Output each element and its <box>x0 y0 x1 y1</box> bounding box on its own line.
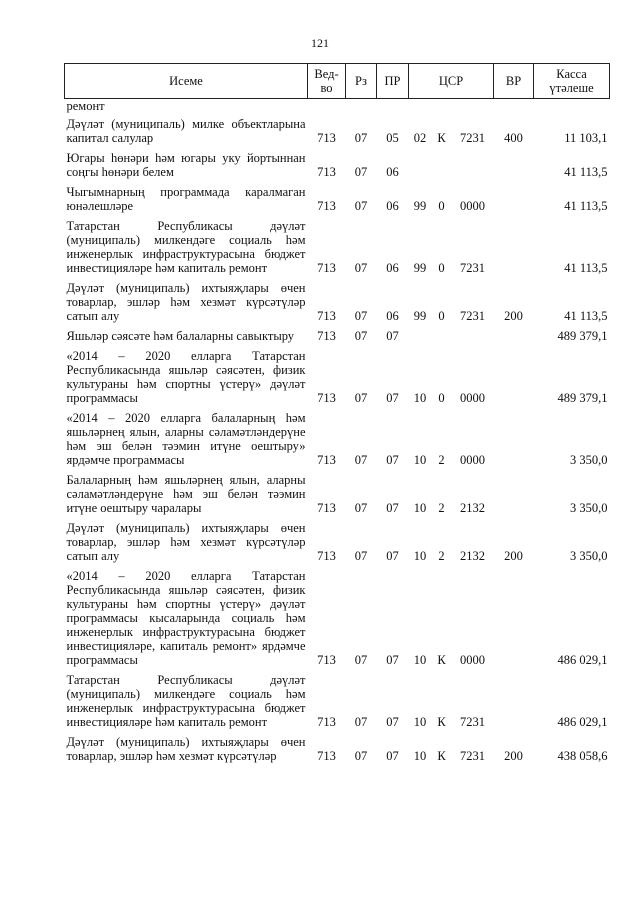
cell-csr3: 7231 <box>460 715 486 729</box>
cell-rz: 07 <box>354 165 368 179</box>
table-row <box>65 181 610 215</box>
cell-csr3: 2132 <box>460 501 486 515</box>
cell-csr2: 0 <box>438 391 445 405</box>
cell-vr <box>494 99 534 114</box>
cell-vr <box>494 181 534 215</box>
cell-csr2: К <box>437 715 446 729</box>
cell-ved: 713 <box>317 715 336 729</box>
cell-ved: 713 <box>317 131 336 145</box>
cell-kassa: 489 379,1 <box>557 329 608 343</box>
cell-kassa: 489 379,1 <box>557 391 608 405</box>
cell-name: Балаларның һәм яшьләрнең ялын, аларны сәламәтләндерүне һәм эш белән тәэмин итүне оештыру чаралары <box>66 473 306 515</box>
cell-csr2: 0 <box>438 199 445 213</box>
cell-ved: 713 <box>317 329 336 343</box>
cell-name: Татарстан Республикасы дәүләт (муниципаль) милкендәге социаль һәм инженерлык инфраструктурасына бюджет инвестицияләре һәм капиталь ремонт <box>66 219 306 275</box>
cell-rz: 07 <box>354 131 368 145</box>
cell-ved: 713 <box>317 165 336 179</box>
cell-name: Дәүләт (муниципаль) милке объектларына капитал салулар <box>66 117 306 145</box>
table-header <box>65 64 610 99</box>
cell-rz: 07 <box>354 549 368 563</box>
cell-rz: 07 <box>354 501 368 515</box>
cell-vr: 400 <box>504 131 523 145</box>
cell-csr2 <box>432 99 452 114</box>
table-row <box>65 215 610 277</box>
cell-name: Дәүләт (муниципаль) ихтыяҗлары өчен товарлар, эшләр һәм хезмәт күрсәтүләр сатып алу <box>66 281 306 323</box>
table-body <box>65 99 610 766</box>
header-rz: Рз <box>346 64 377 99</box>
cell-kassa: 438 058,6 <box>557 749 608 763</box>
cell-csr1: 02 <box>413 131 427 145</box>
cell-vr <box>494 215 534 277</box>
cell-csr3: 7231 <box>460 749 486 763</box>
cell-pr: 06 <box>386 309 399 323</box>
cell-csr1: 99 <box>413 199 427 213</box>
table-row <box>65 469 610 517</box>
table-row <box>65 113 610 147</box>
cell-kassa: 41 113,5 <box>564 199 608 213</box>
table-row <box>65 277 610 325</box>
cell-csr2 <box>432 147 452 181</box>
header-name: Исеме <box>65 64 308 99</box>
cell-pr: 07 <box>386 715 399 729</box>
cell-pr: 07 <box>386 653 399 667</box>
cell-csr3: 0000 <box>460 453 486 467</box>
cell-vr <box>494 565 534 669</box>
cell-ved: 713 <box>317 453 336 467</box>
budget-table <box>64 63 610 765</box>
table-row <box>65 99 610 114</box>
header-pr: ПР <box>377 64 409 99</box>
cell-kassa: 486 029,1 <box>557 653 608 667</box>
cell-rz: 07 <box>354 261 368 275</box>
cell-ved <box>308 99 346 114</box>
cell-csr1: 10 <box>413 715 427 729</box>
cell-csr1: 99 <box>413 309 427 323</box>
cell-csr1: 10 <box>413 391 427 405</box>
cell-name: Дәүләт (муниципаль) ихтыяҗлары өчен товарлар, эшләр һәм хезмәт күрсәтүләр <box>66 735 306 763</box>
cell-csr3 <box>452 325 494 345</box>
cell-csr2: 2 <box>438 453 445 467</box>
cell-vr: 200 <box>504 309 523 323</box>
cell-csr2: К <box>437 749 446 763</box>
cell-ved: 713 <box>317 653 336 667</box>
cell-csr2 <box>432 325 452 345</box>
cell-csr3: 7231 <box>460 131 486 145</box>
cell-csr1: 10 <box>413 453 427 467</box>
cell-kassa: 11 103,1 <box>564 131 608 145</box>
cell-kassa: 41 113,5 <box>564 261 608 275</box>
cell-kassa: 41 113,5 <box>564 309 608 323</box>
table-row <box>65 669 610 731</box>
cell-name: Чыгымнарның программада каралмаган юнәлешләре <box>66 185 306 213</box>
table-row <box>65 731 610 765</box>
table-row <box>65 565 610 669</box>
cell-vr <box>494 147 534 181</box>
header-csr: ЦСР <box>409 64 494 99</box>
cell-pr: 07 <box>386 391 399 405</box>
cell-csr2: 2 <box>438 501 445 515</box>
header-vr: ВР <box>494 64 534 99</box>
cell-kassa <box>534 99 610 114</box>
cell-name: Югары һөнәри һәм югары уку йортыннан соңгы һөнәри белем <box>66 151 306 179</box>
cell-csr3: 0000 <box>460 653 486 667</box>
cell-name: Дәүләт (муниципаль) ихтыяҗлары өчен товарлар, эшләр һәм хезмәт күрсәтүләр сатып алу <box>66 521 306 563</box>
table-row <box>65 407 610 469</box>
cell-vr <box>494 325 534 345</box>
table-row <box>65 325 610 345</box>
table-row <box>65 517 610 565</box>
cell-name: ремонт <box>66 99 105 113</box>
cell-csr3: 2132 <box>460 549 486 563</box>
cell-pr: 07 <box>386 501 399 515</box>
cell-rz: 07 <box>354 199 368 213</box>
cell-rz: 07 <box>354 309 368 323</box>
cell-csr1 <box>409 325 432 345</box>
cell-csr2: 0 <box>438 309 445 323</box>
cell-name: Яшьләр сәясәте һәм балаларны савыктыру <box>66 329 295 343</box>
cell-ved: 713 <box>317 309 336 323</box>
cell-pr: 05 <box>386 131 399 145</box>
cell-csr3: 7231 <box>460 261 486 275</box>
cell-pr: 07 <box>386 329 399 343</box>
cell-vr <box>494 407 534 469</box>
cell-ved: 713 <box>317 261 336 275</box>
cell-csr1: 10 <box>413 653 427 667</box>
cell-pr: 06 <box>386 165 399 179</box>
cell-kassa: 41 113,5 <box>564 165 608 179</box>
cell-csr3: 7231 <box>460 309 486 323</box>
cell-pr: 06 <box>386 199 399 213</box>
cell-rz: 07 <box>354 329 368 343</box>
cell-name: Татарстан Республикасы дәүләт (муниципаль) милкендәге социаль һәм инженерлык инфраструктурасына бюджет инвестицияләре һәм капиталь ремонт <box>66 673 306 729</box>
cell-pr: 07 <box>386 549 399 563</box>
cell-csr1 <box>409 147 432 181</box>
cell-name: «2014 – 2020 елларга балаларның һәм яшьләрнең ялын, аларны сәламәтләндерүне һәм эш белән тәэмин итүне оештыру» ярдәмче программасы <box>66 411 306 467</box>
cell-name: «2014 – 2020 елларга Татарстан Республикасында яшьләр сәясәтен, физик культураны һәм спортны үстерү» дәүләт программасы <box>66 349 306 405</box>
cell-csr1: 99 <box>413 261 427 275</box>
cell-vr: 200 <box>504 549 523 563</box>
table-row <box>65 345 610 407</box>
cell-rz: 07 <box>354 453 368 467</box>
cell-rz: 07 <box>354 653 368 667</box>
cell-csr3 <box>452 147 494 181</box>
cell-pr <box>377 99 409 114</box>
cell-kassa: 3 350,0 <box>570 501 608 515</box>
cell-csr2: К <box>437 131 446 145</box>
cell-csr1: 10 <box>413 549 427 563</box>
cell-csr3: 0000 <box>460 391 486 405</box>
cell-csr3 <box>452 99 494 114</box>
cell-ved: 713 <box>317 549 336 563</box>
cell-kassa: 3 350,0 <box>570 453 608 467</box>
cell-csr1: 10 <box>413 749 427 763</box>
cell-ved: 713 <box>317 501 336 515</box>
cell-vr: 200 <box>504 749 523 763</box>
cell-pr: 07 <box>386 453 399 467</box>
cell-ved: 713 <box>317 749 336 763</box>
cell-csr1 <box>409 99 432 114</box>
cell-csr1: 10 <box>413 501 427 515</box>
cell-rz: 07 <box>354 391 368 405</box>
cell-vr <box>494 669 534 731</box>
cell-rz: 07 <box>354 749 368 763</box>
cell-name: «2014 – 2020 елларга Татарстан Республикасында яшьләр сәясәтен, физик культураны һәм спортны үстерү» дәүләт программасы кысаларында социаль һәм инженерлык инфраструктурасына бюджет инвестицияләре, капиталь ремонт» ярдәмче программасы <box>66 569 306 667</box>
cell-ved: 713 <box>317 391 336 405</box>
cell-pr: 06 <box>386 261 399 275</box>
header-kassa: Касса үтәлеше <box>534 64 610 99</box>
cell-rz: 07 <box>354 715 368 729</box>
cell-ved: 713 <box>317 199 336 213</box>
page-number: 121 <box>311 36 329 50</box>
cell-csr2: 0 <box>438 261 445 275</box>
cell-csr3: 0000 <box>460 199 486 213</box>
cell-vr <box>494 469 534 517</box>
cell-rz <box>346 99 377 114</box>
cell-kassa: 486 029,1 <box>557 715 608 729</box>
cell-pr: 07 <box>386 749 399 763</box>
cell-kassa: 3 350,0 <box>570 549 608 563</box>
header-ved: Вед-во <box>308 64 346 99</box>
cell-vr <box>494 345 534 407</box>
cell-csr2: К <box>437 653 446 667</box>
cell-csr2: 2 <box>438 549 445 563</box>
table-row <box>65 147 610 181</box>
